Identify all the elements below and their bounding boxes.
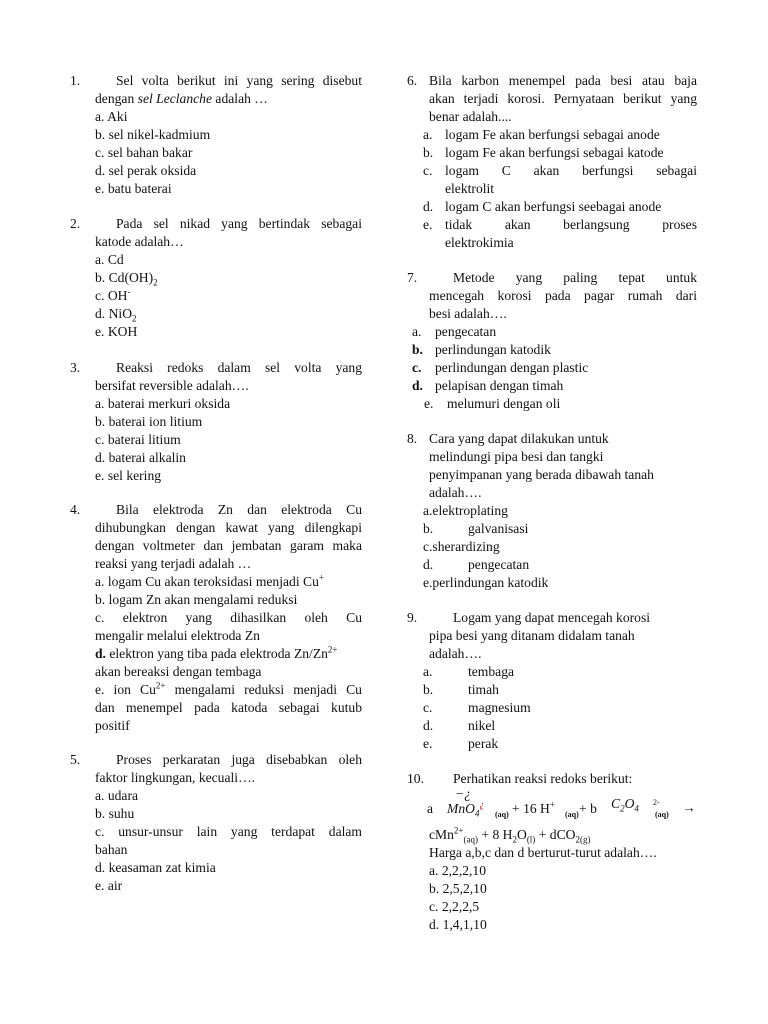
option-d: d. sel perak oksida bbox=[95, 163, 197, 178]
reaction-equation: −¿ a MnO$_4$¿ (aq) + 16 H+ (aq) + b $C_2O_4$ 2- (aq) → bbox=[427, 786, 696, 819]
question-text: Cara yang dapat dilakukan untuk bbox=[429, 431, 609, 446]
option-b: b. galvanisasi bbox=[423, 521, 529, 536]
question-text: Bila elektroda Zn dan elektroda Cu bbox=[116, 502, 362, 517]
option-a: a. tembaga bbox=[423, 664, 515, 679]
option-d: d. pengecatan bbox=[423, 557, 530, 572]
question-number: 1. bbox=[70, 73, 81, 88]
option-a: a.elektroplating bbox=[423, 503, 508, 518]
option-a: a. logam Cu akan teroksidasi menjadi Cu+ bbox=[95, 572, 324, 589]
option-c: c. magnesium bbox=[423, 700, 531, 715]
italic-term: sel Leclanche bbox=[137, 91, 213, 106]
option-a: a. pengecatan bbox=[412, 324, 497, 339]
option-d: d. baterai alkalin bbox=[95, 450, 186, 465]
option-c: c. logam C akan berfungsi sebagai bbox=[423, 163, 697, 178]
option-a: a. Aki bbox=[95, 109, 128, 124]
option-c: c. perlindungan dengan plastic bbox=[412, 360, 589, 375]
question-number: 5. bbox=[70, 752, 81, 767]
question-10: 10. Perhatikan reaksi redoks berikut: −¿ a MnO$_4$¿ (aq) + 16 H+ (aq) + b $C_2O_4$ 2- (aq) → cMn$^{2+}_{(aq)}$ + 8 $H_2O_{(l)} + dCO_{2(g)}$ Harga a,b,c dan d berturut-turut adalah…. a. 2,2,2,10 b. 2,5,2,10 c. 2,2,2,5 d. 1,4,1,10 bbox=[407, 771, 696, 932]
option-b: b. sel nikel-kadmium bbox=[95, 127, 211, 142]
question-number: 3. bbox=[70, 360, 81, 375]
question-7: 7. Metode yang paling tepat untuk mencegah korosi pada pagar rumah dari besi adalah…. a. pengecatan b. perlindungan katodik c. perlindungan dengan plastic d. pelapisan dengan timah e. melumuri dengan oli bbox=[407, 270, 697, 411]
option-e: e. sel kering bbox=[95, 468, 162, 483]
option-e: e.perlindungan katodik bbox=[423, 575, 549, 590]
question-4: 4. Bila elektroda Zn dan elektroda Cu dihubungkan dengan kawat yang dilengkapi dengan voltmeter dan jembatan garam maka reaksi yang terjadi adalah … a. logam Cu akan teroksidasi menjadi Cu+ b. logam Zn akan mengalami reduksi c. elektron yang dihasilkan oleh Cu mengalir melalui elektroda Zn d. elektron yang tiba pada elektroda $Zn/Zn^{2+}$ akan bereaksi dengan tembaga e. ion $Cu^{2+}$ mengalami reduksi menjadi Cu dan menempel pada katoda sebagai kutub positif bbox=[70, 502, 362, 733]
option-d: d. elektron yang tiba pada elektroda $Zn/Zn^{2+}$ bbox=[95, 644, 338, 661]
question-number: 2. bbox=[70, 216, 81, 231]
option-b: b. perlindungan katodik bbox=[412, 342, 551, 357]
option-b: b. logam Fe akan berfungsi sebagai katode bbox=[423, 145, 664, 160]
option-c: c.sherardizing bbox=[423, 539, 500, 554]
option-a: a. logam Fe akan berfungsi sebagai anode bbox=[423, 127, 660, 142]
question-number: 10. bbox=[407, 771, 424, 786]
option-e: e. ion $Cu^{2+}$ mengalami reduksi menjadi Cu bbox=[95, 681, 362, 697]
option-d: d. nikel bbox=[423, 718, 496, 733]
question-1: 1. Sel volta berikut ini yang sering disebut dengan sel Leclanche adalah … a. Aki b. sel nikel-kadmium c. sel bahan bakar d. sel perak oksida e. batu baterai bbox=[70, 73, 362, 196]
option-e: e. KOH bbox=[95, 324, 138, 339]
question-8: 8. Cara yang dapat dilakukan untuk melindungi pipa besi dan tangki penyimpanan yang berada dibawah tanah adalah…. a.elektroplating b. galvanisasi c.sherardizing d. pengecatan e.perlindungan katodik bbox=[407, 430, 697, 592]
option-d: d. logam C akan berfungsi seebagai anode bbox=[423, 199, 662, 214]
option-b: b. timah bbox=[423, 682, 499, 697]
question-number: 8. bbox=[407, 431, 418, 446]
option-e: e. melumuri dengan oli bbox=[424, 396, 561, 411]
question-number: 9. bbox=[407, 610, 418, 625]
option-b: b. logam Zn akan mengalami reduksi bbox=[95, 592, 298, 607]
option-b: b. $Cd(OH)_2$ bbox=[95, 270, 158, 288]
question-text: Pada sel nikad yang bertindak sebagai bbox=[116, 216, 362, 231]
option-e: e. batu baterai bbox=[95, 181, 172, 196]
option-d: d. pelapisan dengan timah bbox=[412, 378, 564, 393]
option-b: b. suhu bbox=[95, 806, 135, 821]
question-5: 5. Proses perkaratan juga disebabkan oleh faktor lingkungan, kecuali…. a. udara b. suhu c. unsur-unsur lain yang terdapat dalam bahan d. keasaman zat kimia e. air bbox=[70, 752, 362, 893]
option-e: e. tidak akan berlangsung proses bbox=[423, 217, 697, 232]
option-c: c. baterai litium bbox=[95, 432, 181, 447]
option-e: e. perak bbox=[423, 736, 499, 751]
question-2: 2. Pada sel nikad yang bertindak sebagai katode adalah… a. Cd b. $Cd(OH)_2$ c. OH- d. NiO$_2$ e. KOH bbox=[70, 216, 362, 339]
option-c: c. unsur-unsur lain yang terdapat dalam bbox=[95, 824, 362, 839]
question-text: Logam yang dapat mencegah korosi bbox=[453, 610, 651, 625]
question-text: Sel volta berikut ini yang sering disebut bbox=[116, 73, 362, 88]
question-text: Metode yang paling tepat untuk bbox=[453, 270, 697, 285]
option-e: e. air bbox=[95, 878, 123, 893]
option-a: a. baterai merkuri oksida bbox=[95, 396, 231, 411]
question-text: Reaksi redoks dalam sel volta yang bbox=[116, 360, 362, 375]
question-text: Perhatikan reaksi redoks berikut: bbox=[453, 771, 633, 786]
option-a: a. Cd bbox=[95, 252, 124, 267]
option-c: c. OH- bbox=[95, 286, 131, 303]
option-d: d. keasaman zat kimia bbox=[95, 860, 216, 875]
question-number: 7. bbox=[407, 270, 418, 285]
question-6: 6. Bila karbon menempel pada besi atau baja akan terjadi korosi. Pernyataan berikut yang benar adalah.... a. logam Fe akan berfungsi sebagai anode b. logam Fe akan berfungsi sebagai katode c. logam C akan berfungsi sebagai elektrolit d. logam C akan berfungsi seebagai anode e. tidak akan berlangsung proses elektrokimia bbox=[407, 73, 697, 250]
reaction-products: cMn$^{2+}_{(aq)}$ + 8 $H_2O_{(l)} + dCO_{2(g)}$ bbox=[429, 825, 591, 845]
option-c: c. sel bahan bakar bbox=[95, 145, 193, 160]
option-a: a. udara bbox=[95, 788, 139, 803]
option-c: c. elektron yang dihasilkan oleh Cu bbox=[95, 610, 362, 625]
option-c: c. 2,2,2,5 bbox=[429, 899, 480, 914]
arrow-icon: → bbox=[682, 800, 696, 815]
question-number: 6. bbox=[407, 73, 418, 88]
option-a: a. 2,2,2,10 bbox=[429, 863, 487, 878]
question-9: 9. Logam yang dapat mencegah korosi pipa besi yang ditanam didalam tanah adalah…. a. tembaga b. timah c. magnesium d. nikel e. perak bbox=[407, 609, 697, 753]
option-d: d. NiO$_2$ bbox=[95, 306, 137, 324]
option-b: b. 2,5,2,10 bbox=[429, 881, 487, 896]
question-text: Bila karbon menempel pada besi atau baja bbox=[429, 73, 697, 88]
option-d: d. 1,4,1,10 bbox=[429, 917, 487, 932]
question-3: 3. Reaksi redoks dalam sel volta yang bersifat reversible adalah…. a. baterai merkuri oksida b. baterai ion litium c. baterai litium d. baterai alkalin e. sel kering bbox=[70, 360, 362, 483]
question-text: Proses perkaratan juga disebabkan oleh bbox=[116, 752, 362, 767]
question-number: 4. bbox=[70, 502, 81, 517]
equation-overbar: −¿ bbox=[455, 786, 471, 801]
option-b: b. baterai ion litium bbox=[95, 414, 203, 429]
